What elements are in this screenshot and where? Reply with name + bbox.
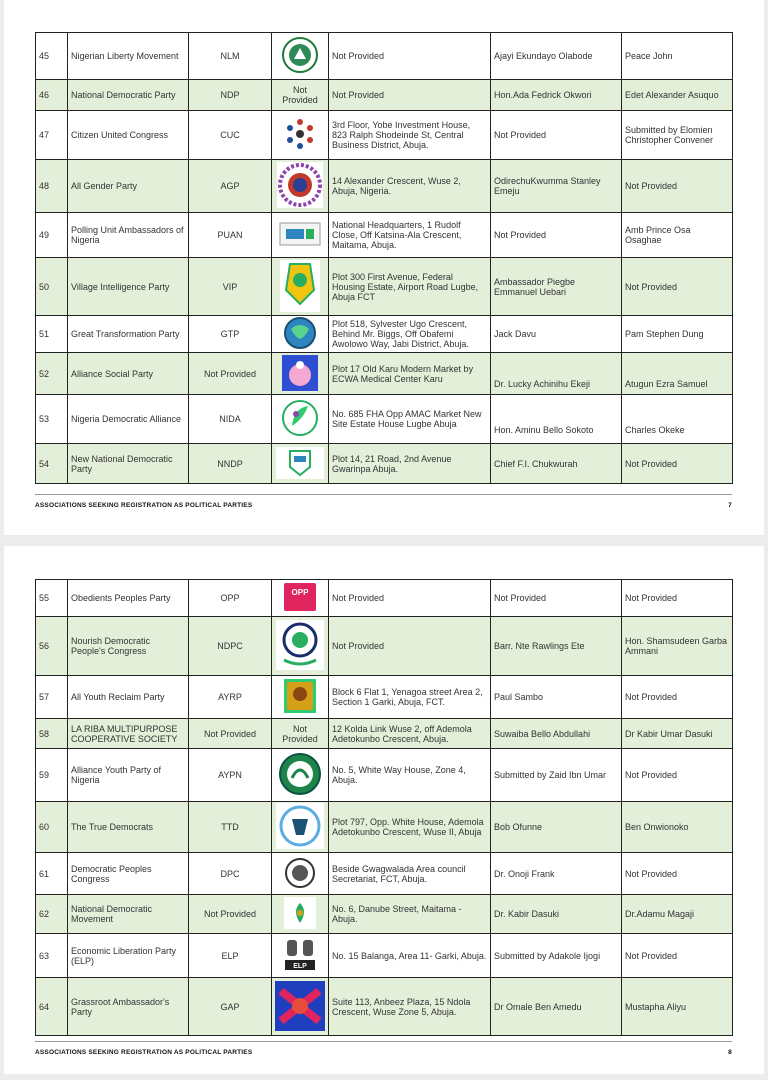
table-row: 52 Alliance Social Party Not Provided Plot 17 Old Karu Modern Market by ECWA Medical Center Karu Dr. Lucky Achinihu Ekeji Atugun Ezra Samuel — [36, 353, 733, 395]
parties-table — [35, 32, 733, 484]
ndpc-logo — [276, 620, 324, 670]
table-row: 50 Village Intelligence Party VIP Plot 300 First Avenue, Federal Housing Estate, Airport Road Lugbe, Abuja FCT Ambassador Piegbe Emmanuel Uebari Not Provided — [36, 258, 733, 316]
table-row: 62 National Democratic Movement Not Provided No. 6, Danube Street, Maitama - Abuja. Dr. Kabir Dasuki Dr.Adamu Magaji — [36, 895, 733, 934]
dpc-logo — [284, 857, 316, 889]
ayrp-logo — [284, 679, 316, 713]
document-page-7 — [4, 0, 764, 535]
agp-logo — [277, 162, 323, 208]
table-row: 61 Democratic Peoples Congress DPC Beside Gwagwalada Area council Secretariat, FCT, Abuja. Dr. Onoji Frank Not Provided — [36, 853, 733, 895]
page-number: 7 — [728, 502, 732, 509]
table-row: 63 Economic Liberation Party (ELP) ELP ELP No. 15 Balanga, Area 11- Garki, Abuja. Submitted by Adakole Ijogi Not Provided — [36, 934, 733, 978]
ttd-logo — [276, 803, 324, 849]
opp-logo — [284, 583, 316, 611]
svg-text:ELP: ELP — [293, 962, 307, 970]
table-row: 54 New National Democratic Party NNDP Plot 14, 21 Road, 2nd Avenue Gwarinpa Abuja. Chief F.I. Chukwurah Not Provided — [36, 444, 733, 484]
asp-logo — [282, 355, 318, 391]
aypn-logo — [278, 752, 322, 796]
page-footer — [35, 1041, 732, 1056]
nlm-logo — [281, 36, 319, 74]
gap-logo — [275, 981, 325, 1031]
page-number: 8 — [728, 1049, 732, 1056]
table-row: 49 Polling Unit Ambassadors of Nigeria PUAN National Headquarters, 1 Rudolf Close, Off Katsina-Ala Crescent, Maitama, Abuja. Not Provided Amb Prince Osa Osaghae — [36, 213, 733, 258]
table-row: 64 Grassroot Ambassador's Party GAP Suite 113, Anbeez Plaza, 15 Ndola Crescent, Wuse Zone 5, Abuja. Dr Omale Ben Amedu Mustapha Aliyu — [36, 978, 733, 1036]
table-row: 48 All Gender Party AGP 14 Alexander Crescent, Wuse 2, Abuja, Nigeria. OdirechuKwumma Stanley Emeju Not Provided — [36, 160, 733, 213]
page-footer — [35, 494, 732, 509]
document-page-8 — [4, 546, 764, 1074]
table-row: 47 Citizen United Congress CUC 3rd Floor, Yobe Investment House, 823 Ralph Shodeinde St, Central Business District, Abuja. Not Provided Submitted by Elomien Christopher Convener — [36, 111, 733, 160]
nida-logo — [280, 398, 320, 438]
footer-title: ASSOCIATIONS SEEKING REGISTRATION AS POLITICAL PARTIES — [35, 502, 253, 509]
table-row: 56 Nourish Democratic People's Congress NDPC Not Provided Barr. Nte Rawlings Ete Hon. Shamsudeen Garba Ammani — [36, 617, 733, 676]
table-row: 59 Alliance Youth Party of Nigeria AYPN No. 5, White Way House, Zone 4, Abuja. Submitted by Zaid Ibn Umar Not Provided — [36, 749, 733, 802]
parties-table — [35, 579, 733, 1036]
elp-logo — [279, 936, 321, 974]
table-row: 57 All Youth Reclaim Party AYRP Block 6 Flat 1, Yenagoa street Area 2, Section 1 Garki, Abuja, FCT. Paul Sambo Not Provided — [36, 676, 733, 719]
table-row: 45 Nigerian Liberty Movement NLM Not Provided Ajayi Ekundayo Olabode Peace John — [36, 33, 733, 80]
vip-logo — [280, 260, 320, 312]
table-row: 53 Nigeria Democratic Alliance NIDA No. 685 FHA Opp AMAC Market New Site Estate House Lugbe Abuja Hon. Aminu Bello Sokoto Charles Okeke — [36, 395, 733, 444]
table-row: 60 The True Democrats TTD Plot 797, Opp. White House, Ademola Adetokunbo Crescent, Wuse II, Abuja Bob Ofunne Ben Onwionoko — [36, 802, 733, 853]
footer-title: ASSOCIATIONS SEEKING REGISTRATION AS POLITICAL PARTIES — [35, 1049, 253, 1056]
puan-logo — [278, 219, 322, 249]
nndp-logo — [276, 447, 324, 479]
table-row: 51 Great Transformation Party GTP Plot 518, Sylvester Ugo Crescent, Behind Mr. Biggs, Off Obafemi Awolowo Way, Jabi District, Abuja. Jack Davu Pam Stephen Dung — [36, 316, 733, 353]
gtp-logo — [277, 317, 323, 349]
ndm-logo — [284, 897, 316, 929]
table-row: 55 Obedients Peoples Party OPP OPP Not Provided Not Provided Not Provided — [36, 580, 733, 617]
table-row: 58 LA RIBA MULTIPURPOSE COOPERATIVE SOCIETY Not Provided Not Provided 12 Kolda Link Wuse 2, off Ademola Adetokunbo Crescent, Abuja. Suwaiba Bello Abdullahi Dr Kabir Umar Dasuki — [36, 719, 733, 749]
svg-text:OPP: OPP — [291, 588, 309, 597]
cuc-logo — [280, 114, 320, 154]
table-row: 46 National Democratic Party NDP Not Provided Not Provided Hon.Ada Fedrick Okwori Edet Alexander Asuquo — [36, 80, 733, 111]
